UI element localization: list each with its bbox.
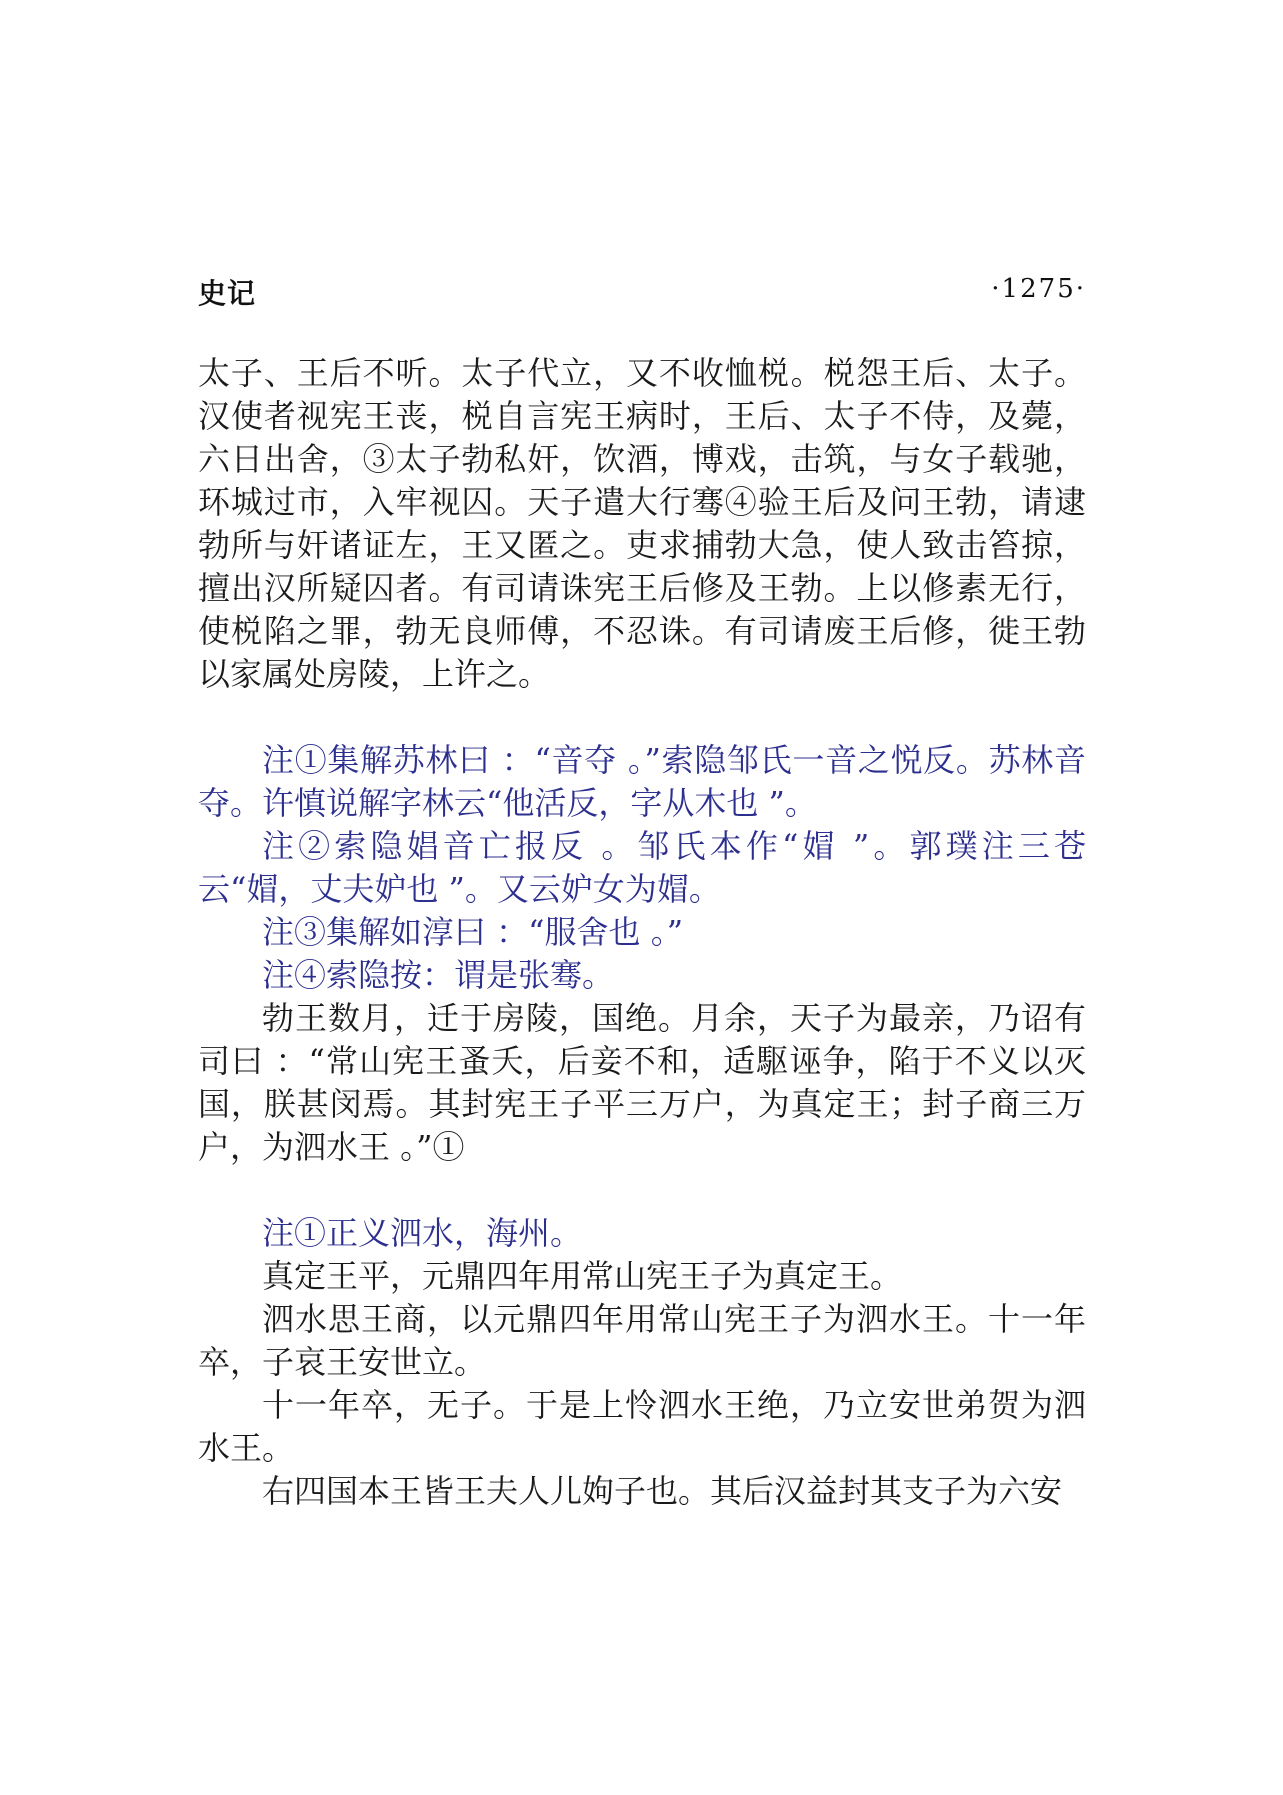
page-header bbox=[198, 272, 1086, 312]
book-title: 史记 bbox=[198, 277, 257, 310]
body-paragraph: 勃王数月，迁于房陵，国绝。月余，天子为最亲，乃诏有司曰 ：“常山宪王蚤夭，后妾不和，适駆诬争，陷于不义以灭国，朕甚闵焉。其封宪王子平三万户，为真定王；封子商三万户，为泗水王 。”① bbox=[198, 999, 1086, 1166]
body-paragraph: 右四国本王皆王夫人儿姁子也。其后汉益封其支子为六安 bbox=[262, 1472, 1063, 1510]
annotation-note: 注③集解如淳曰 ：“服舍也 。” bbox=[262, 913, 684, 951]
body-paragraph: 十一年卒，无子。于是上怜泗水王绝，乃立安世弟贺为泗水王。 bbox=[198, 1386, 1086, 1467]
body-paragraph: 太子、王后不听。太子代立，又不收恤棁。棁怨王后、太子。汉使者视宪王丧，棁自言宪王病时，王后、太子不侍，及薨，六日出舍，③太子勃私奸，饮酒，博戏，击筑，与女子载驰，环城过市，入牢视囚。天子遣大行骞④验王后及问王勃，请逮勃所与奸诸证左，王又匿之。吏求捕勃大急，使人致击笞掠，擅出汉所疑囚者。有司请诛宪王后修及王勃。上以修素无行，使棁陷之罪，勃无良师傅，不忍诛。有司请废王后修，徙王勃以家属处房陵，上许之。 bbox=[198, 354, 1086, 693]
paragraph-gap bbox=[198, 696, 1086, 739]
annotation-note: 注①正义泗水，海州。 bbox=[262, 1214, 583, 1252]
body-paragraph: 泗水思王商，以元鼎四年用常山宪王子为泗水王。十一年卒，子哀王安世立。 bbox=[198, 1300, 1086, 1381]
annotation-note: 注②索隐娼音亡报反 。邹氏本作“媢 ”。郭璞注三苍云“媢，丈夫妒也 ”。又云妒女为媢。 bbox=[198, 827, 1086, 908]
annotation-note: 注①集解苏林曰 ：“音夺 。”索隐邹氏一音之悦反。苏林音夺。许慎说解字林云“他活反，字从木也 ”。 bbox=[198, 741, 1086, 822]
page-body bbox=[198, 352, 1086, 1513]
paragraph-gap bbox=[198, 1169, 1086, 1212]
page-number: ·1275· bbox=[991, 274, 1086, 304]
body-paragraph: 真定王平，元鼎四年用常山宪王子为真定王。 bbox=[262, 1257, 903, 1295]
annotation-note: 注④索隐按：谓是张骞。 bbox=[262, 956, 615, 994]
